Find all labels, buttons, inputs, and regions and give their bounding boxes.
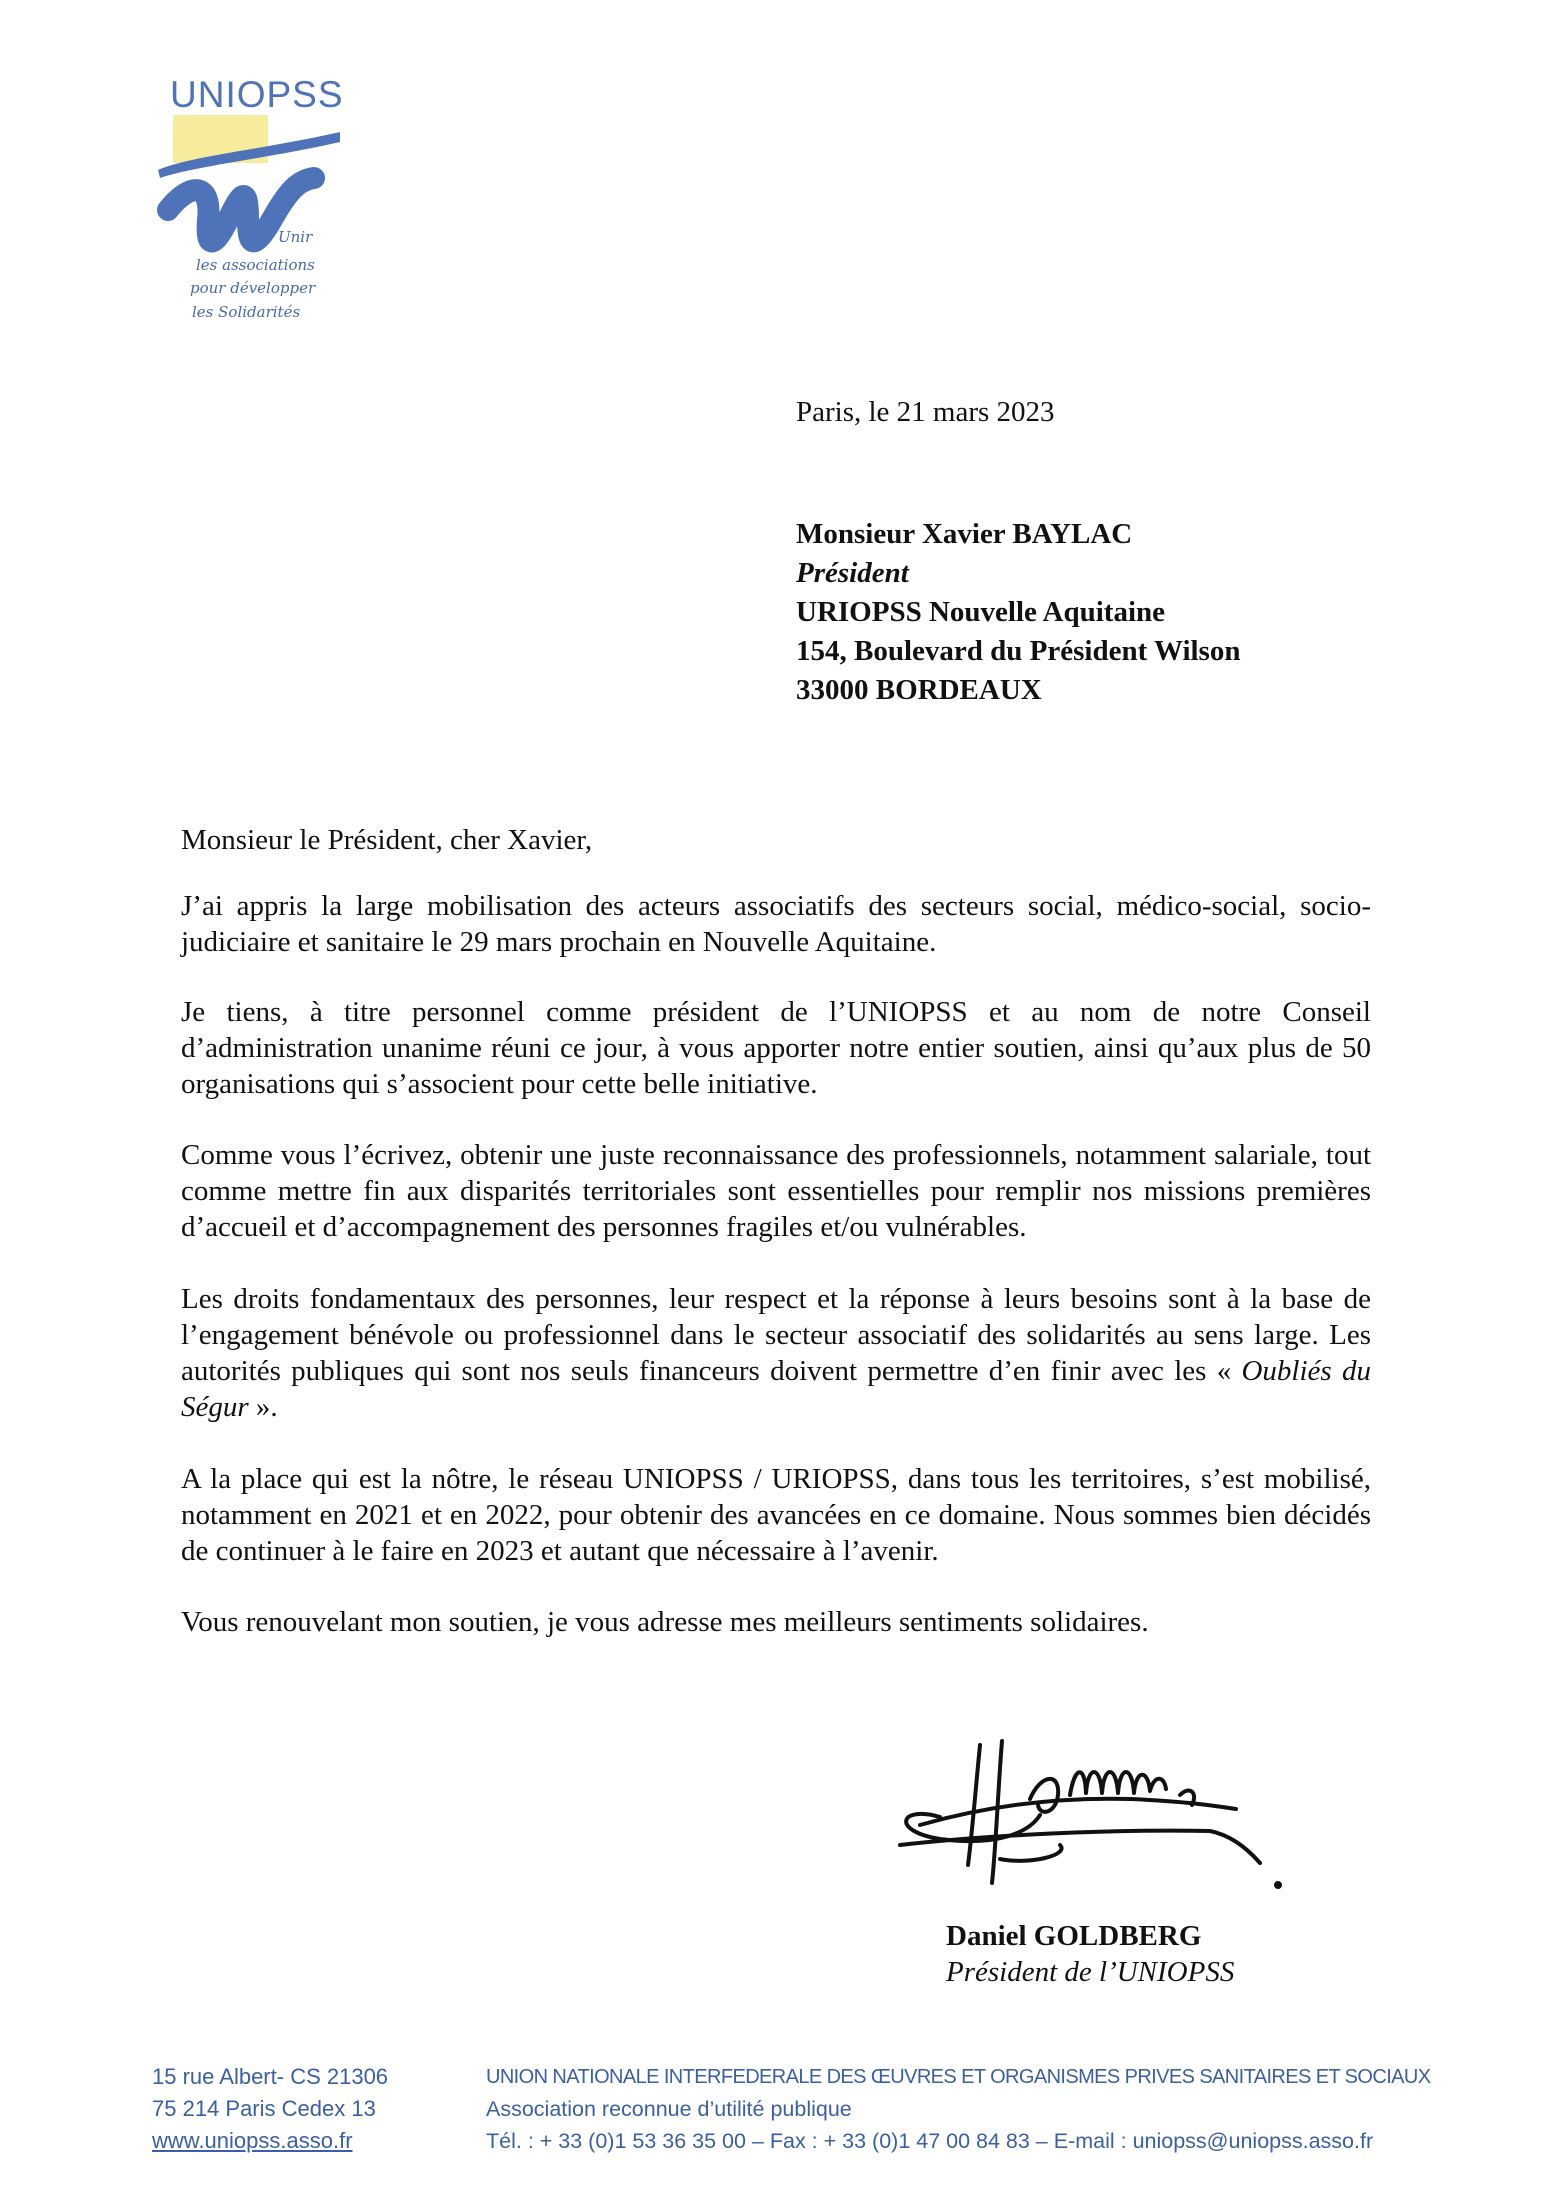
paragraph-1-text: J’ai appris la large mobilisation des acteurs associatifs des secteurs social, médico-social, socio-judiciaire et sanitaire le 29 mars prochain en Nouvelle Aquitaine. (181, 890, 1371, 958)
handwritten-signature (880, 1735, 1300, 1895)
paragraph-4-emphasis: Oubliés du Ségur (181, 1355, 1371, 1423)
paragraph-3-text: Comme vous l’écrivez, obtenir une juste reconnaissance des professionnels, notamment salariale, tout comme mettre fin aux disparités territoriales sont essentielles pour remplir nos missions premières d’accueil et d’accompagnement des personnes fragiles et/ou vulnérables. (181, 1139, 1371, 1243)
paragraph-1 (181, 888, 1371, 960)
paragraph-5-text: A la place qui est la nôtre, le réseau UNIOPSS / URIOPSS, dans tous les territoires, s’est mobilisé, notamment en 2021 et en 2022, pour obtenir des avancées en ce domaine. Nous sommes bien décidés de continuer à le faire en 2023 et autant que nécessaire à l’avenir. (181, 1463, 1371, 1567)
signer-role: Président de l’UNIOPSS (946, 1956, 1235, 1988)
footer-address (152, 2061, 388, 2157)
footer-website-link[interactable]: www.uniopss.asso.fr (152, 2128, 353, 2153)
logo-tagline-4: les Solidarités (192, 303, 301, 321)
signer-block (946, 1918, 1234, 1990)
footer-status: Association reconnue d’utilité publique (486, 2097, 852, 2121)
closing-text: Vous renouvelant mon soutien, je vous adresse mes meilleurs sentiments solidaires. (181, 1606, 1149, 1638)
footer-address-line-1: 15 rue Albert- CS 21306 (152, 2064, 389, 2089)
paragraph-5 (181, 1461, 1371, 1569)
recipient-title: Président (796, 557, 909, 589)
footer-address-line-2: 75 214 Paris Cedex 13 (152, 2096, 376, 2121)
recipient-address (796, 515, 1240, 710)
paragraph-2 (181, 994, 1371, 1102)
paragraph-4 (181, 1281, 1371, 1425)
footer-organization (486, 2061, 1430, 2157)
closing (181, 1604, 1371, 1640)
footer-contact: Tél. : + 33 (0)1 53 36 35 00 – Fax : + 33 (0)1 47 00 84 83 – E-mail : uniopss@uniopss.asso.fr (486, 2129, 1374, 2153)
recipient-street: 154, Boulevard du Président Wilson (796, 635, 1241, 667)
paragraph-4-end: ». (248, 1391, 278, 1423)
salutation (181, 822, 1371, 858)
recipient-name: Monsieur Xavier BAYLAC (796, 518, 1133, 550)
logo-wordmark: UNIOPSS (170, 74, 344, 115)
recipient-organization: URIOPSS Nouvelle Aquitaine (796, 596, 1165, 628)
letter-date: Paris, le 21 mars 2023 (796, 396, 1055, 428)
recipient-city: 33000 BORDEAUX (796, 674, 1042, 706)
logo-tagline-3: pour développer (190, 279, 316, 297)
signer-name: Daniel GOLDBERG (946, 1920, 1202, 1952)
paragraph-4-text (181, 1281, 1371, 1425)
logo-tagline-2: les associations (196, 256, 315, 274)
footer-org-full-name: UNION NATIONALE INTERFEDERALE DES ŒUVRES ET ORGANISMES PRIVES SANITAIRES ET SOCIAUX (486, 2066, 1431, 2088)
paragraph-4-main: Les droits fondamentaux des personnes, leur respect et la réponse à leurs besoins sont à la base de l’engagement bénévole ou professionnel dans le secteur associatif des solidarités au sens large. Les autorités publiques qui sont nos seuls financeurs doivent permettre d’en finir avec les « (181, 1283, 1371, 1387)
paragraph-2-text: Je tiens, à titre personnel comme président de l’UNIOPSS et au nom de notre Conseil d’administration unanime réuni ce jour, à vous apporter notre entier soutien, ainsi qu’aux plus de 50 organisations qui s’associent pour cette belle initiative. (181, 996, 1371, 1100)
uniopss-logo (150, 70, 370, 340)
salutation-text: Monsieur le Président, cher Xavier, (181, 824, 593, 856)
logo-tagline-1: Unir (278, 228, 313, 246)
paragraph-3 (181, 1137, 1371, 1245)
